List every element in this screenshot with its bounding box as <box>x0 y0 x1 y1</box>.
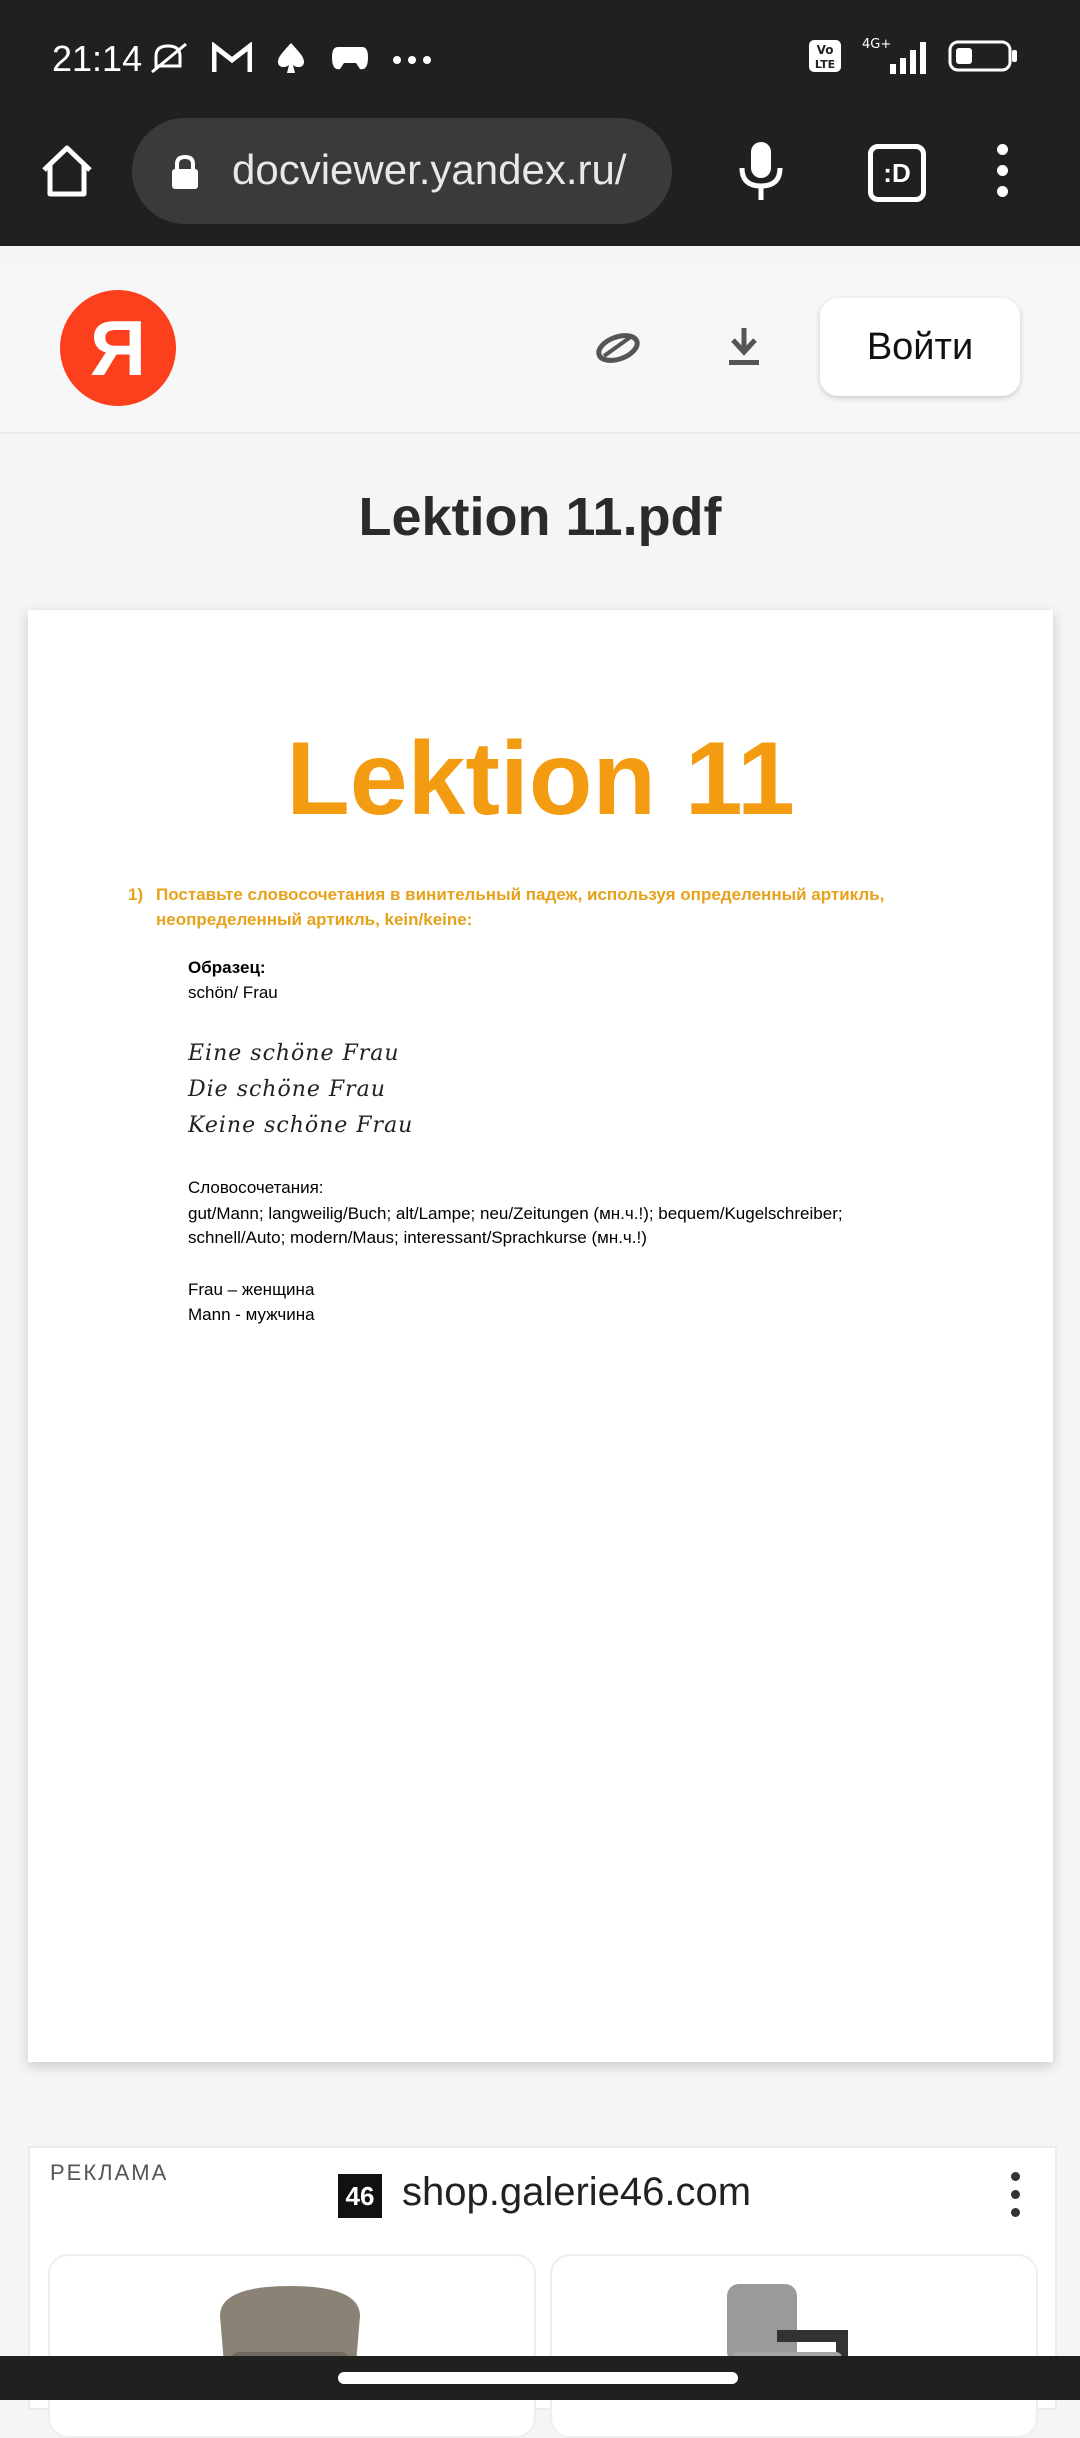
more-vert-icon <box>1011 2172 1020 2181</box>
mic-icon <box>736 140 786 202</box>
page-heading: Lektion 11 <box>286 721 795 837</box>
system-nav-bar <box>0 2356 1080 2400</box>
status-time: 21:14 <box>52 38 143 79</box>
document-title: Lektion 11.pdf <box>358 487 722 547</box>
handwritten-line: Keine schöne Frau <box>188 1113 414 1138</box>
phrases-line: gut/Mann; langweilig/Buch; alt/Lampe; neu/Zeitungen (мн.ч.!); bequem/Kugelschreiber; <box>188 1204 843 1223</box>
task-text: Поставьте словосочетания в винительный падеж, используя определенный артикль, неопределенный артикль, kein/keine: <box>156 885 885 929</box>
more-vert-icon-dot <box>1011 2208 1020 2217</box>
ad-product-card[interactable] <box>550 2254 1038 2438</box>
login-button[interactable]: Войти <box>820 298 1020 396</box>
handwritten-line: Eine schöne Frau <box>188 1041 400 1066</box>
more-vert-icon-dot <box>997 165 1008 176</box>
spade-icon <box>274 41 308 80</box>
handwritten-examples <box>188 1036 413 1144</box>
ad-label: РЕКЛАМА <box>50 2160 169 2185</box>
ad-menu-button[interactable] <box>1008 2172 1022 2226</box>
armchair-image <box>50 2256 534 2436</box>
home-icon <box>36 140 98 202</box>
handwritten-line: Die schöne Frau <box>188 1077 386 1102</box>
sample-label: Образец: <box>188 958 266 977</box>
home-button[interactable] <box>36 140 98 202</box>
phrases-label: Словосочетания: <box>188 1178 324 1197</box>
gloss-line: Frau – женщина <box>188 1280 315 1299</box>
task-instruction <box>128 882 936 932</box>
svg-text:LTE: LTE <box>814 58 836 71</box>
network-type: 4G+ <box>862 37 892 52</box>
document-page <box>28 610 1053 2062</box>
url-field[interactable] <box>132 118 672 224</box>
sample-value: schön/ Frau <box>188 983 278 1002</box>
more-vert-icon-dot <box>997 186 1008 197</box>
browser-menu-button[interactable] <box>992 144 1012 200</box>
advertiser-domain[interactable]: shop.galerie46.com <box>402 2170 752 2214</box>
gloss-line: Mann - мужчина <box>188 1305 315 1324</box>
notification-icons <box>148 40 432 81</box>
voice-search-button[interactable] <box>736 140 786 202</box>
tabs-button[interactable]: :D <box>868 144 926 202</box>
yandex-logo[interactable]: Я <box>60 290 176 406</box>
status-bar <box>0 0 1080 118</box>
battery-icon <box>948 39 1018 78</box>
lock-icon <box>170 154 200 195</box>
more-notifications-icon <box>392 52 432 70</box>
system-icons <box>808 36 1018 81</box>
browser-toolbar <box>0 118 1080 246</box>
mute-icon <box>148 40 190 81</box>
more-vert-icon <box>997 144 1008 155</box>
more-vert-icon-dot <box>1011 2190 1020 2199</box>
phrases-line: schnell/Auto; modern/Maus; interessant/Sprachkurse (мн.ч.!) <box>188 1228 647 1247</box>
gmail-icon <box>212 42 252 79</box>
url-text: docviewer.yandex.ru/ <box>232 146 627 193</box>
svg-text:Vo: Vo <box>816 43 834 57</box>
task-number: 1) <box>128 885 144 904</box>
ad-product-card[interactable] <box>48 2254 536 2438</box>
chair-image <box>552 2256 1036 2436</box>
advertiser-logo: 46 <box>338 2174 382 2218</box>
save-to-disk-icon[interactable] <box>590 326 646 371</box>
site-header <box>0 266 1080 434</box>
signal-icon <box>860 36 930 81</box>
home-gesture-handle[interactable] <box>338 2372 738 2384</box>
download-icon[interactable] <box>724 326 764 373</box>
gamepad-icon <box>330 43 370 78</box>
volte-icon <box>808 39 842 78</box>
